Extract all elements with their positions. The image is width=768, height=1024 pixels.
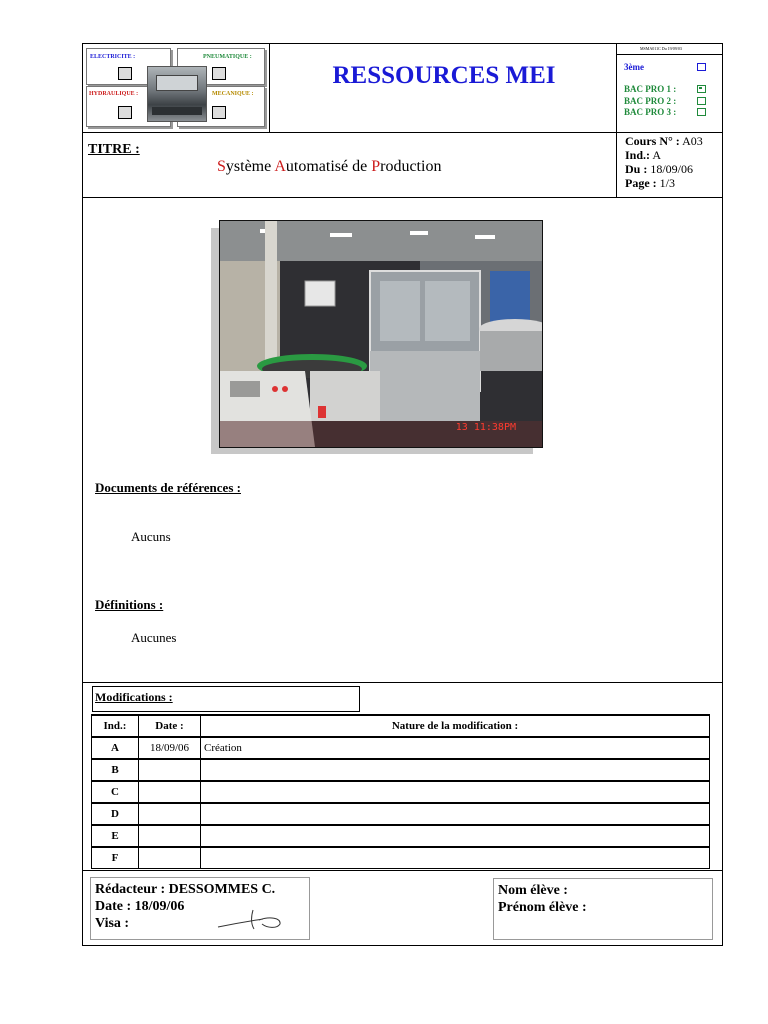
ref-divider — [616, 54, 723, 55]
page-title: RESSOURCES MEI — [332, 62, 556, 89]
index: Ind.: A — [625, 148, 662, 162]
row-nature[interactable] — [201, 803, 710, 825]
table-row — [92, 825, 710, 847]
pneumatique-checkbox[interactable] — [212, 67, 226, 80]
pneumatique-label: PNEUMATIQUE : — [203, 54, 252, 60]
date-du: Du : 18/09/06 — [625, 162, 694, 176]
titre-part-3: roduction — [380, 158, 442, 175]
hydraulique-checkbox[interactable] — [118, 106, 132, 119]
row-date[interactable] — [139, 847, 201, 869]
row-date[interactable] — [139, 759, 201, 781]
production-system-illustration — [220, 221, 542, 447]
titre-value — [217, 158, 441, 176]
col-date-header: Date : — [139, 715, 201, 737]
electricite-checkbox[interactable] — [118, 67, 132, 80]
redaction-date: Date : 18/09/06 — [95, 899, 185, 914]
signature-icon — [215, 907, 290, 933]
electricite-label: ELECTRICITE : — [90, 54, 136, 60]
level-bacpro3-label: BAC PRO 3 : — [624, 107, 677, 117]
redacteur: Rédacteur : DESSOMMES C. — [95, 882, 276, 897]
level-3eme-label: 3ème — [624, 62, 644, 72]
row-nature[interactable] — [201, 759, 710, 781]
page-number: Page : 1/3 — [625, 176, 675, 190]
visa-label: Visa : — [95, 916, 130, 931]
row-nature[interactable]: Création — [201, 737, 710, 759]
mecanique-label: MECANIQUE : — [212, 91, 254, 97]
lathe-machine-image — [147, 66, 207, 122]
level-bacpro2-label: BAC PRO 2 : — [624, 96, 677, 106]
table-row — [92, 737, 710, 759]
row-nature[interactable] — [201, 781, 710, 803]
titre-divider — [82, 197, 723, 198]
level-bacpro1-checkbox[interactable] — [697, 85, 706, 93]
row-date[interactable] — [139, 781, 201, 803]
definitions-value: Aucunes — [131, 630, 177, 645]
row-date[interactable] — [139, 825, 201, 847]
definitions-heading: Définitions : — [95, 597, 164, 612]
table-row — [92, 803, 710, 825]
photo-timestamp: 13 11:38PM — [455, 422, 516, 433]
level-3eme-checkbox[interactable] — [697, 63, 706, 71]
row-ind: E — [92, 825, 139, 847]
row-ind: D — [92, 803, 139, 825]
modifications-table — [91, 714, 710, 869]
col-nature-header: Nature de la modification : — [201, 715, 710, 737]
row-date[interactable] — [139, 803, 201, 825]
level-bacpro1-label: BAC PRO 1 : — [624, 84, 677, 94]
titre-initial-a: A — [274, 158, 286, 175]
prenom-eleve-label[interactable]: Prénom élève : — [498, 900, 587, 915]
row-ind: B — [92, 759, 139, 781]
row-ind: F — [92, 847, 139, 869]
footer-divider — [82, 870, 723, 871]
titre-label: TITRE : — [88, 142, 140, 157]
document-reference: MSMA011C Du 19/09/03 — [640, 46, 682, 51]
row-ind: A — [92, 737, 139, 759]
row-nature[interactable] — [201, 847, 710, 869]
row-date[interactable]: 18/09/06 — [139, 737, 201, 759]
row-ind: C — [92, 781, 139, 803]
hydraulique-label: HYDRAULIQUE : — [89, 91, 139, 97]
col-ind-header: Ind.: — [92, 715, 139, 737]
modifications-label: Modifications : — [95, 690, 173, 704]
level-bacpro3-checkbox[interactable] — [697, 108, 706, 116]
mecanique-checkbox[interactable] — [212, 106, 226, 119]
documents-value: Aucuns — [131, 529, 171, 544]
table-row — [92, 781, 710, 803]
table-row — [92, 847, 710, 869]
documents-heading: Documents de références : — [95, 480, 241, 495]
table-row — [92, 759, 710, 781]
nom-eleve-label[interactable]: Nom élève : — [498, 883, 568, 898]
content-divider — [82, 682, 723, 683]
titre-initial-p: P — [371, 158, 381, 175]
titre-part-1: ystème — [225, 158, 275, 175]
cours-number: Cours N° : A03 — [625, 134, 703, 148]
table-header-row — [92, 715, 710, 737]
production-system-photo — [219, 220, 543, 448]
titre-initial-s: S — [217, 158, 226, 175]
row-nature[interactable] — [201, 825, 710, 847]
header-divider — [82, 132, 723, 133]
titre-part-2: utomatisé de — [285, 158, 372, 175]
level-bacpro2-checkbox[interactable] — [697, 97, 706, 105]
